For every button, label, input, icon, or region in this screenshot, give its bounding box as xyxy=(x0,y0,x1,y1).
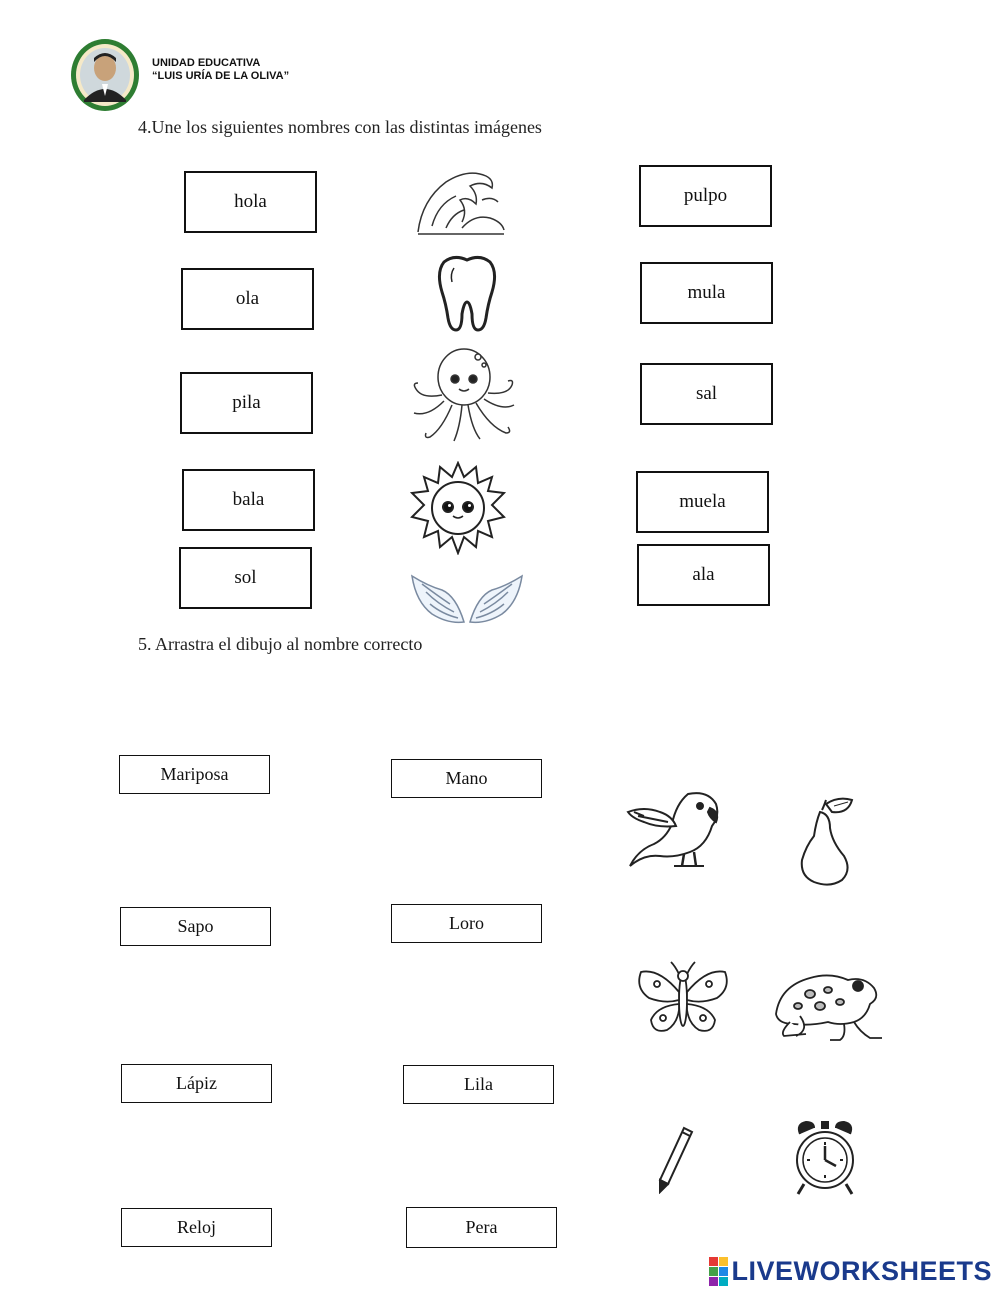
school-name-line1: UNIDAD EDUCATIVA xyxy=(152,57,261,69)
school-seal-logo xyxy=(70,38,140,112)
word-box-mula[interactable]: mula xyxy=(640,262,773,324)
tooth-icon xyxy=(432,252,502,339)
drop-box-mano[interactable]: Mano xyxy=(391,759,542,798)
word-box-pila[interactable]: pila xyxy=(180,372,313,434)
clock-icon[interactable] xyxy=(790,1118,860,1203)
wave-icon xyxy=(412,166,508,243)
drop-box-loro[interactable]: Loro xyxy=(391,904,542,943)
pear-icon[interactable] xyxy=(794,796,860,893)
sun-icon xyxy=(410,461,506,560)
drop-box-pera[interactable]: Pera xyxy=(406,1207,557,1248)
drop-box-sapo[interactable]: Sapo xyxy=(120,907,271,946)
drop-box-lila[interactable]: Lila xyxy=(403,1065,554,1104)
word-box-ala[interactable]: ala xyxy=(637,544,770,606)
wings-icon xyxy=(408,570,526,631)
drop-box-lapiz[interactable]: Lápiz xyxy=(121,1064,272,1103)
word-box-sal[interactable]: sal xyxy=(640,363,773,425)
octopus-icon xyxy=(408,343,520,448)
liveworksheets-blocks-icon xyxy=(709,1257,728,1286)
pencil-icon[interactable] xyxy=(656,1124,696,1199)
parrot-icon[interactable] xyxy=(624,786,726,879)
frog-icon[interactable] xyxy=(770,966,884,1051)
word-box-ola[interactable]: ola xyxy=(181,268,314,330)
drop-box-mariposa[interactable]: Mariposa xyxy=(119,755,270,794)
butterfly-icon[interactable] xyxy=(635,958,731,1043)
drop-box-reloj[interactable]: Reloj xyxy=(121,1208,272,1247)
school-name-line2: “LUIS URÍA DE LA OLIVA” xyxy=(152,70,290,82)
liveworksheets-logo xyxy=(709,1256,992,1287)
exercise4-instruction: 4.Une los siguientes nombres con las distintas imágenes xyxy=(138,117,542,137)
word-box-hola[interactable]: hola xyxy=(184,171,317,233)
exercise5-instruction: 5. Arrastra el dibujo al nombre correcto xyxy=(138,634,423,654)
word-box-sol[interactable]: sol xyxy=(179,547,312,609)
word-box-pulpo[interactable]: pulpo xyxy=(639,165,772,227)
word-box-muela[interactable]: muela xyxy=(636,471,769,533)
word-box-bala[interactable]: bala xyxy=(182,469,315,531)
liveworksheets-brand-text: LIVEWORKSHEETS xyxy=(731,1256,992,1286)
school-name xyxy=(152,57,289,83)
